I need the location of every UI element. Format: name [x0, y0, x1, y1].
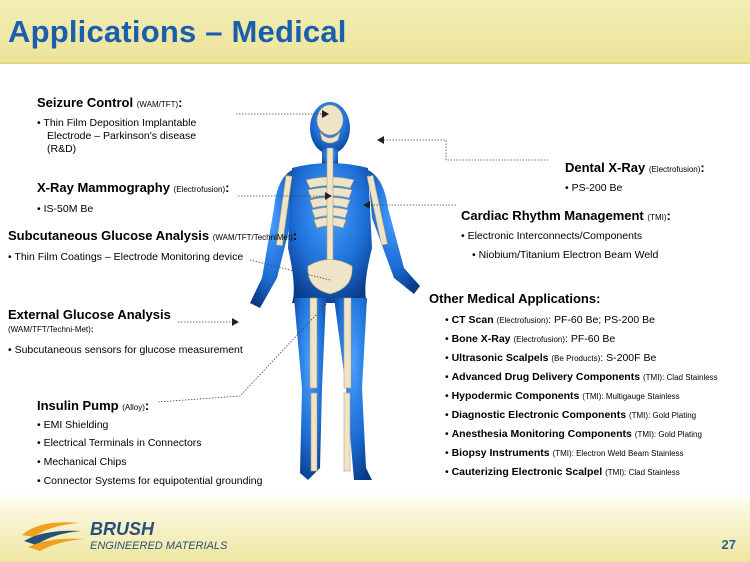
logo-line2: ENGINEERED MATERIALS	[90, 540, 228, 552]
external-bullet: • Subcutaneous sensors for glucose measurement	[8, 344, 243, 356]
item-source: (Electrofusion)	[513, 335, 566, 344]
item-source: (TMI): Electron Weld Beam Stainless	[552, 449, 684, 458]
other-application-item	[445, 313, 655, 328]
bullet-glyph: •	[445, 409, 452, 421]
cardiac-heading: Cardiac Rhythm Management (TMI):	[461, 208, 671, 223]
dental-bullet: • PS-200 Be	[565, 182, 623, 194]
item-source: (Electrofusion)	[496, 316, 549, 325]
logo-line1: BRUSH	[90, 519, 155, 539]
insulin-bullet: • Mechanical Chips	[37, 456, 127, 468]
seizure-bullet-line3: (R&D)	[47, 143, 77, 155]
insulin-bullet: • EMI Shielding	[37, 419, 109, 431]
other-application-item	[445, 465, 680, 480]
other-application-item	[445, 370, 718, 385]
mammography-bullet: • IS-50M Be	[37, 203, 94, 215]
cardiac-sub-bullet: • Niobium/Titanium Electron Beam Weld	[472, 249, 659, 261]
item-name: Biopsy Instruments	[451, 447, 550, 459]
item-name: Bone X-Ray	[451, 333, 511, 345]
item-name: Diagnostic Electronic Components	[451, 409, 627, 421]
item-value: : S-200F Be	[600, 352, 657, 364]
other-application-item	[445, 332, 615, 347]
insulin-bullet: • Electrical Terminals in Connectors	[37, 437, 202, 449]
item-source: (TMI): Multigauge Stainless	[582, 392, 680, 401]
item-source: (TMI): Clad Stainless	[642, 373, 718, 382]
external-source: (WAM/TFT/Techni-Met):	[8, 325, 94, 334]
seizure-bullet-line2: Electrode – Parkinson's disease	[47, 130, 197, 142]
cardiac-bullet: • Electronic Interconnects/Components	[461, 230, 643, 242]
other-application-item	[445, 389, 680, 404]
bullet-glyph: •	[445, 428, 452, 440]
item-name: CT Scan	[451, 314, 494, 326]
other-heading: Other Medical Applications:	[429, 291, 601, 306]
insulin-heading: Insulin Pump (Alloy):	[37, 398, 150, 413]
other-application-item	[445, 408, 696, 423]
seizure-heading: Seizure Control (WAM/TFT):	[37, 95, 183, 110]
bullet-glyph: •	[445, 447, 452, 459]
item-name: Hypodermic Components	[451, 390, 580, 402]
subq-heading: Subcutaneous Glucose Analysis (WAM/TFT/TechniMet):	[8, 228, 298, 243]
page-number: 27	[721, 537, 736, 552]
bullet-glyph: •	[445, 352, 452, 364]
subq-bullet: • Thin Film Coatings – Electrode Monitoring device	[8, 251, 244, 263]
brush-logo	[20, 515, 290, 555]
bullet-glyph: •	[445, 390, 452, 402]
mammography-heading: X-Ray Mammography (Electrofusion):	[37, 180, 230, 195]
item-value: : PF-60 Be	[565, 333, 616, 345]
item-source: (TMI): Gold Plating	[634, 430, 702, 439]
dental-heading: Dental X-Ray (Electrofusion):	[565, 160, 705, 175]
bullet-glyph: •	[445, 371, 452, 383]
item-source: (TMI): Gold Plating	[628, 411, 697, 420]
item-name: Advanced Drug Delivery Components	[451, 371, 641, 383]
insulin-bullet: • Connector Systems for equipotential grounding	[37, 475, 263, 487]
bullet-glyph: •	[445, 333, 452, 345]
other-application-item	[445, 446, 684, 461]
item-name: Cauterizing Electronic Scalpel	[451, 466, 603, 478]
other-application-item	[445, 351, 656, 366]
seizure-bullet: • Thin Film Deposition Implantable	[37, 117, 197, 129]
item-name: Anesthesia Monitoring Components	[451, 428, 632, 440]
bullet-glyph: •	[445, 466, 452, 478]
page-title: Applications – Medical	[8, 14, 347, 49]
external-heading: External Glucose Analysis	[8, 307, 171, 322]
item-name: Ultrasonic Scalpels	[451, 352, 549, 364]
item-source: (TMI): Clad Stainless	[605, 468, 680, 477]
bullet-glyph: •	[445, 314, 452, 326]
item-value: : PF-60 Be; PS-200 Be	[548, 314, 655, 326]
item-source: (Be Products)	[551, 354, 601, 363]
other-application-item	[445, 427, 702, 442]
